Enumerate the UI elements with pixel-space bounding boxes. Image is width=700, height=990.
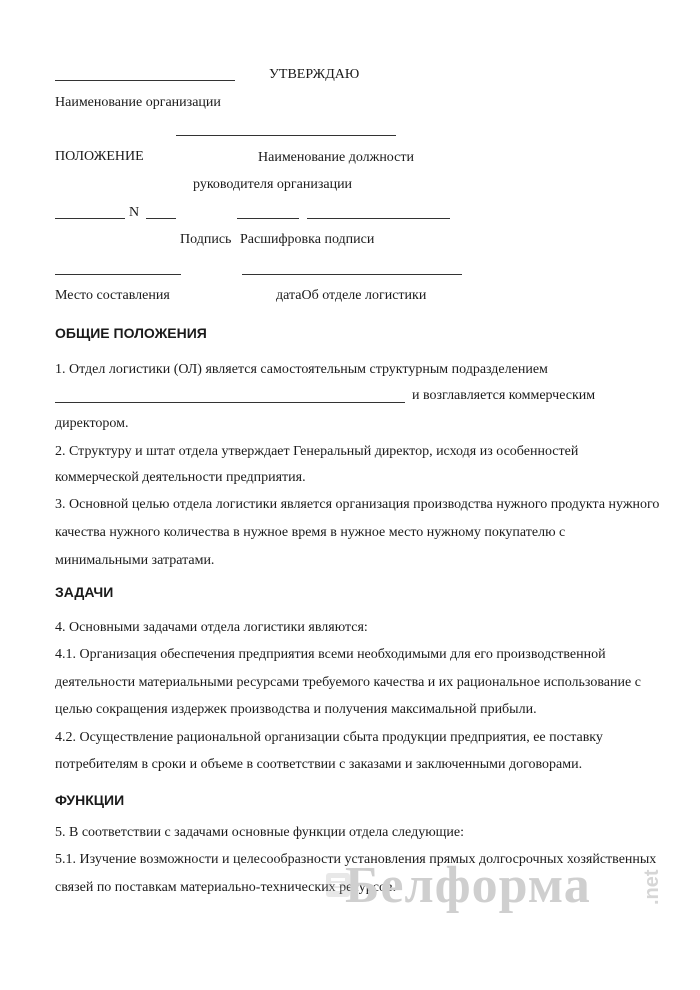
paragraph-4-1-line1: 4.1. Организация обеспечения предприятия всеми необходимыми для его производственной [55, 647, 606, 662]
paragraph-5: 5. В соответствии с задачами основные функции отдела следующие: [55, 825, 465, 840]
position-label-line1: Наименование должности [258, 150, 414, 165]
position-label-line2: руководителя организации [193, 177, 353, 192]
paragraph-2-line1: 2. Структуру и штат отдела утверждает Генеральный директор, исходя из особенностей [55, 444, 579, 459]
document-type-label: ПОЛОЖЕНИЕ [55, 149, 144, 164]
paragraph-4-2-line2: потребителям в сроки и объеме в соответствии с заказами и заключенными договорами. [55, 757, 583, 772]
paragraph-4-1-line2: деятельности материальными ресурсами требуемого качества и их рациональное использование с [55, 675, 641, 690]
paragraph-5-1-line2: связей по поставкам материально-технических ресурсов. [55, 880, 397, 895]
section-title-functions: ФУНКЦИИ [55, 792, 125, 808]
place-label: Место составления [55, 288, 170, 303]
paragraph-3-line3: минимальными затратами. [55, 553, 215, 568]
section-title-tasks: ЗАДАЧИ [55, 584, 114, 600]
position-line [176, 135, 396, 136]
date-line [55, 218, 125, 219]
department-blank-line [55, 402, 405, 403]
number-sign: N [129, 205, 140, 220]
paragraph-1-line3: директором. [55, 416, 129, 431]
approve-label: УТВЕРЖДАЮ [269, 67, 360, 82]
date-subject-line [242, 274, 462, 275]
paragraph-5-1-line1: 5.1. Изучение возможности и целесообразности установления прямых долгосрочных хозяйственных [55, 852, 657, 867]
signature-line [237, 218, 299, 219]
paragraph-2-line2: коммерческой деятельности предприятия. [55, 470, 306, 485]
paragraph-4-2-line1: 4.2. Осуществление рациональной организации сбыта продукции предприятия, ее поставку [55, 730, 603, 745]
watermark-brand: Белформа [345, 857, 591, 914]
signature-label: Подпись [180, 232, 232, 247]
paragraph-4-1-line3: целью сокращения издержек производства и получения максимальной прибыли. [55, 702, 537, 717]
paragraph-3-line1: 3. Основной целью отдела логистики является организация производства нужного продукта нужного [55, 497, 660, 512]
place-line [55, 274, 181, 275]
paragraph-4: 4. Основными задачами отдела логистики являются: [55, 620, 368, 635]
watermark-suffix: .net [641, 869, 663, 905]
section-title-general: ОБЩИЕ ПОЛОЖЕНИЯ [55, 325, 207, 341]
org-name-label: Наименование организации [55, 95, 221, 110]
paragraph-1-line1: 1. Отдел логистики (ОЛ) является самостоятельным структурным подразделением [55, 362, 548, 377]
number-line [146, 218, 176, 219]
paragraph-1-line2: и возглавляется коммерческим [412, 388, 596, 403]
signature-decode-line [307, 218, 450, 219]
paragraph-3-line2: качества нужного количества в нужное время в нужное место нужному покупателю с [55, 525, 566, 540]
date-subject-label: датаОб отделе логистики [276, 288, 427, 303]
org-name-line [55, 80, 235, 81]
signature-decode-label: Расшифровка подписи [240, 232, 375, 247]
